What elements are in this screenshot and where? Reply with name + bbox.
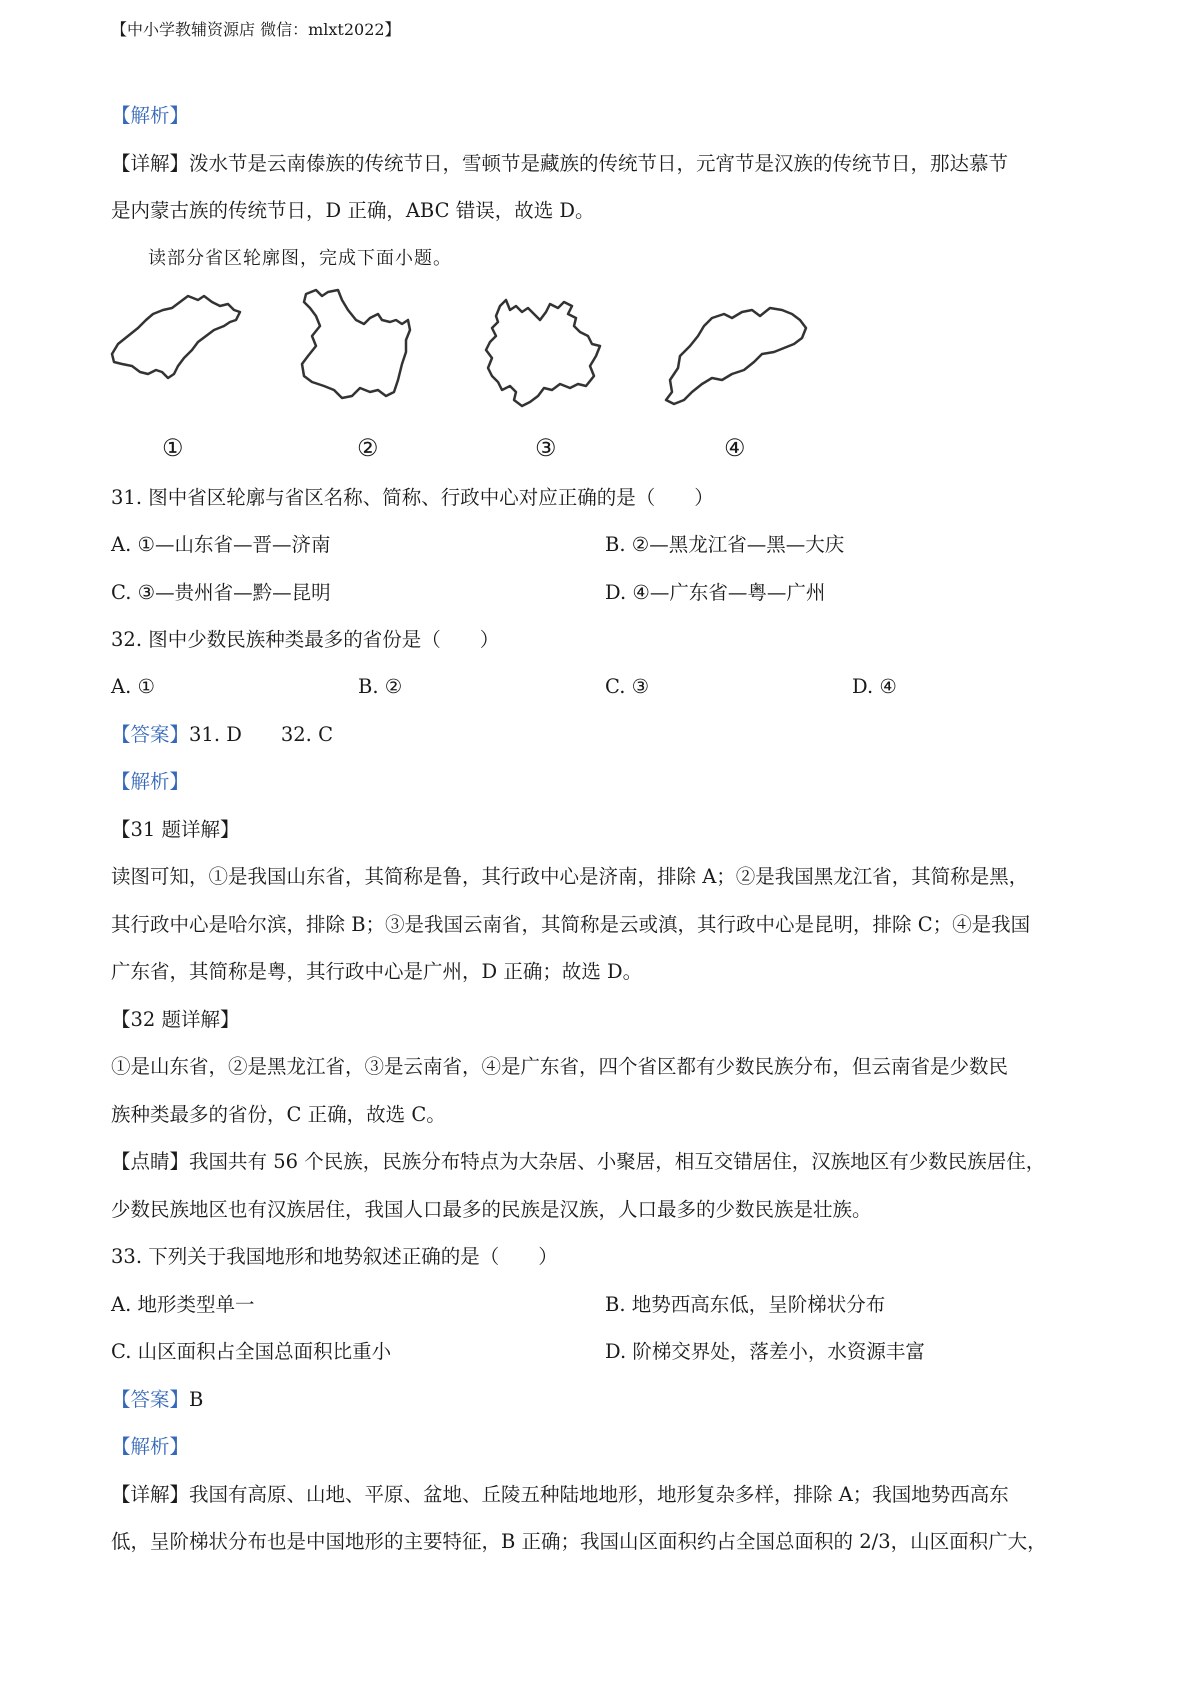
shandong-outline-icon <box>108 292 243 392</box>
answer-text: 31. D 32. C <box>189 723 333 746</box>
yunnan-outline-icon <box>482 296 607 411</box>
key-point-text: 我国共有 56 个民族，民族分布特点为大杂居、小聚居，相互交错居住，汉族地区有少数民族居住， <box>189 1150 1046 1173</box>
key-point-label: 【点睛】 <box>111 1150 190 1173</box>
map-label-4: ④ <box>724 434 746 462</box>
question-32-stem: 32. 图中少数民族种类最多的省份是（ ） <box>111 628 500 651</box>
key-point-line2: 少数民族地区也有汉族居住，我国人口最多的民族是汉族，人口最多的少数民族是壮族。 <box>111 1198 872 1221</box>
detail-31-line2: 其行政中心是哈尔滨，排除 B；③是我国云南省，其简称是云或滇，其行政中心是昆明，排除 C；④是我国 <box>111 913 1031 936</box>
detail-33-line2: 低，呈阶梯状分布也是中国地形的主要特征，B 正确；我国山区面积约占全国总面积的 2/3，山区面积广大， <box>111 1530 1047 1553</box>
answer-31-32 <box>111 721 333 749</box>
detail-paragraph-q30 <box>111 150 1008 178</box>
key-point-paragraph <box>111 1148 1045 1176</box>
q31-option-b: B. ②—黑龙江省—黑—大庆 <box>605 533 845 556</box>
detail-text: 泼水节是云南傣族的传统节日，雪顿节是藏族的传统节日，元宵节是汉族的传统节日，那达慕节 <box>189 152 1009 175</box>
q33-option-c: C. 山区面积占全国总面积比重小 <box>111 1340 392 1363</box>
detail-31-title: 【31 题详解】 <box>111 818 240 841</box>
answer-label: 【答案】 <box>111 723 190 746</box>
q32-option-d: D. ④ <box>852 675 897 698</box>
q31-option-d: D. ④—广东省—粤—广州 <box>605 581 826 604</box>
guangdong-outline-icon <box>660 300 810 410</box>
detail-33-line1: 我国有高原、山地、平原、盆地、丘陵五种陆地地形，地形复杂多样，排除 A；我国地势西高东 <box>189 1483 1009 1506</box>
map-label-2: ② <box>357 434 379 462</box>
detail-label: 【详解】 <box>111 152 190 175</box>
detail-33-paragraph <box>111 1481 1009 1509</box>
q33-option-d: D. 阶梯交界处，落差小，水资源丰富 <box>605 1340 925 1363</box>
q31-option-c: C. ③—贵州省—黔—昆明 <box>111 581 331 604</box>
map-label-3: ③ <box>535 434 557 462</box>
detail-31-line3: 广东省，其简称是粤，其行政中心是广州，D 正确；故选 D。 <box>111 960 643 983</box>
q32-option-b: B. ② <box>358 675 403 698</box>
question-31-stem: 31. 图中省区轮廓与省区名称、简称、行政中心对应正确的是（ ） <box>111 486 714 509</box>
q33-option-a: A. 地形类型单一 <box>111 1293 255 1316</box>
answer-text: B <box>189 1388 204 1411</box>
map-label-1: ① <box>162 434 184 462</box>
map-intro: 读部分省区轮廓图，完成下面小题。 <box>148 248 452 269</box>
q32-option-c: C. ③ <box>605 675 650 698</box>
answer-33 <box>111 1386 203 1414</box>
detail-32-line1: ①是山东省，②是黑龙江省，③是云南省，④是广东省，四个省区都有少数民族分布，但云南省是少数民 <box>111 1055 1009 1078</box>
detail-32-line2: 族种类最多的省份，C 正确，故选 C。 <box>111 1103 446 1126</box>
analysis-label: 【解析】 <box>111 104 190 127</box>
watermark-header: 【中小学教辅资源店 微信：mlxt2022】 <box>111 20 401 39</box>
q32-option-a: A. ① <box>111 675 155 698</box>
detail-31-line1: 读图可知，①是我国山东省，其简称是鲁，其行政中心是济南，排除 A；②是我国黑龙江省，其简称是黑， <box>111 865 1029 888</box>
heilongjiang-outline-icon <box>298 286 413 406</box>
question-33-stem: 33. 下列关于我国地形和地势叙述正确的是（ ） <box>111 1245 558 1268</box>
q33-option-b: B. 地势西高东低，呈阶梯状分布 <box>605 1293 886 1316</box>
detail-text-line2: 是内蒙古族的传统节日，D 正确，ABC 错误，故选 D。 <box>111 199 595 222</box>
analysis-label-33: 【解析】 <box>111 1435 190 1458</box>
analysis-label-31-32: 【解析】 <box>111 770 190 793</box>
answer-label: 【答案】 <box>111 1388 190 1411</box>
detail-32-title: 【32 题详解】 <box>111 1008 240 1031</box>
q31-option-a: A. ①—山东省—晋—济南 <box>111 533 331 556</box>
detail-label: 【详解】 <box>111 1483 190 1506</box>
